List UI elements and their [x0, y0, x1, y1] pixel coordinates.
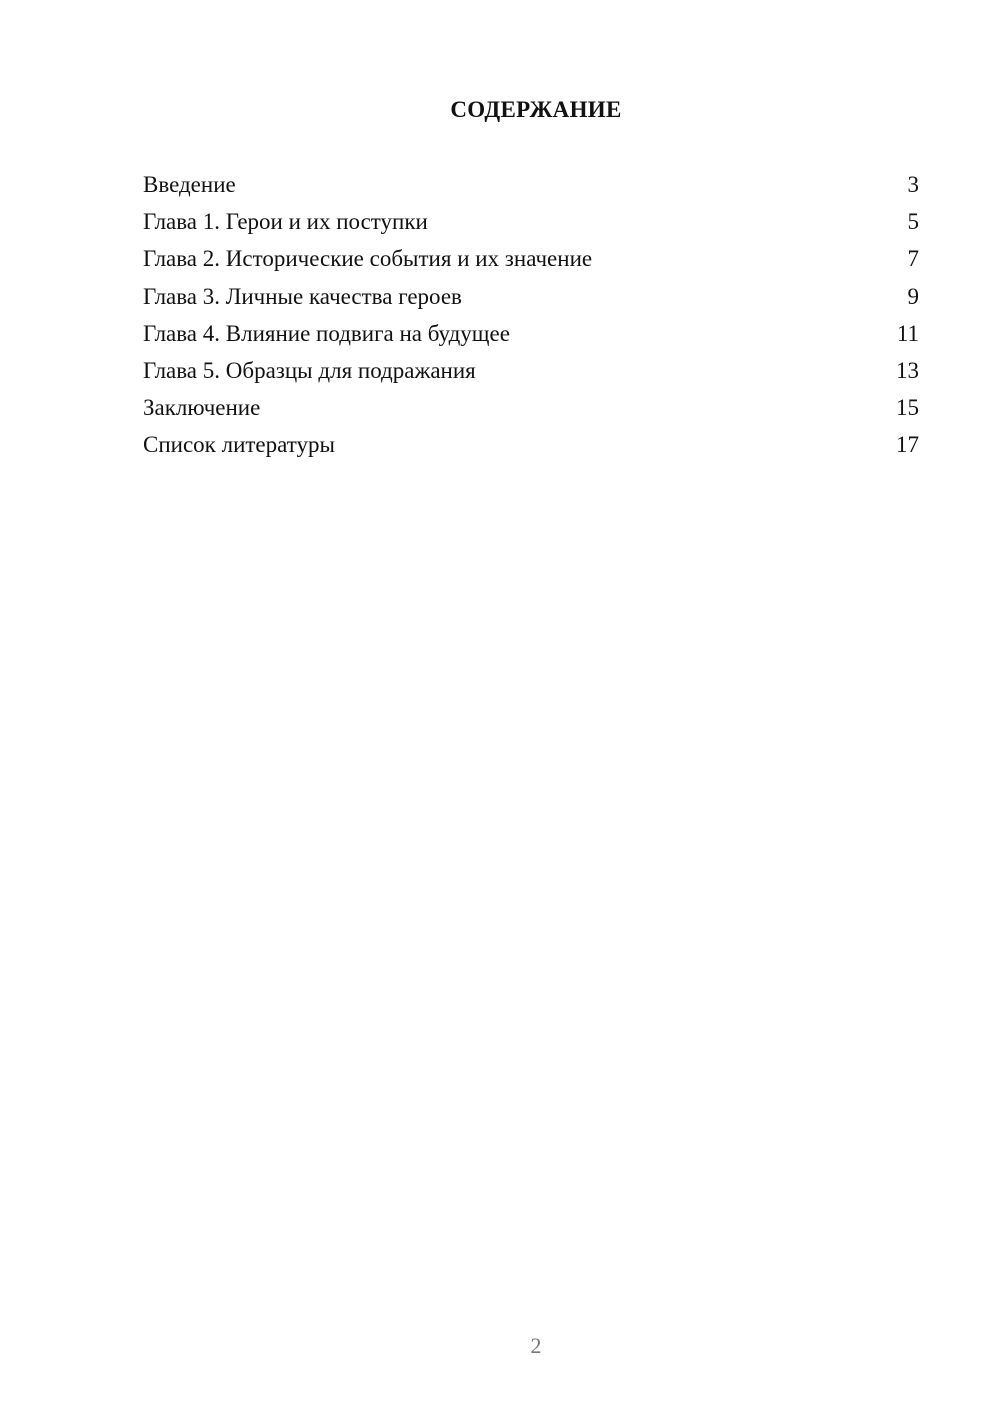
toc-entry-chapter-4[interactable]	[143, 315, 919, 352]
toc-entry-page: 9	[907, 283, 919, 309]
toc-entry-chapter-2[interactable]	[143, 240, 919, 277]
toc-entry-page: 11	[896, 320, 919, 346]
toc-entry-page: 17	[896, 432, 919, 458]
toc-entry-page: 5	[907, 209, 919, 235]
toc-entry-conclusion[interactable]	[143, 389, 919, 426]
toc-entry-page: 13	[896, 357, 919, 383]
toc-entry-label: Глава 2. Исторические события и их значение	[143, 246, 593, 272]
toc-entry-label: Глава 4. Влияние подвига на будущее	[143, 320, 510, 346]
toc-entry-page: 7	[907, 246, 919, 272]
toc-entry-label: Заключение	[143, 395, 261, 421]
toc-entry-label: Глава 3. Личные качества героев	[143, 283, 462, 309]
page-title: СОДЕРЖАНИЕ	[450, 97, 622, 122]
toc-entry-chapter-3[interactable]	[143, 278, 919, 315]
page-number: 2	[530, 1333, 542, 1358]
toc-entry-label: Глава 1. Герои и их поступки	[143, 209, 428, 235]
toc-entry-bibliography[interactable]	[143, 426, 919, 463]
toc-entry-introduction[interactable]	[143, 166, 919, 203]
toc-entry-page: 15	[896, 395, 919, 421]
toc-entry-page: 3	[907, 172, 919, 197]
toc-entry-chapter-1[interactable]	[143, 203, 919, 240]
toc-entry-label: Введение	[143, 172, 236, 197]
table-of-contents	[143, 166, 919, 464]
toc-entry-label: Глава 5. Образцы для подражания	[143, 357, 476, 383]
toc-entry-chapter-5[interactable]	[143, 352, 919, 389]
toc-entry-label: Список литературы	[143, 432, 335, 458]
